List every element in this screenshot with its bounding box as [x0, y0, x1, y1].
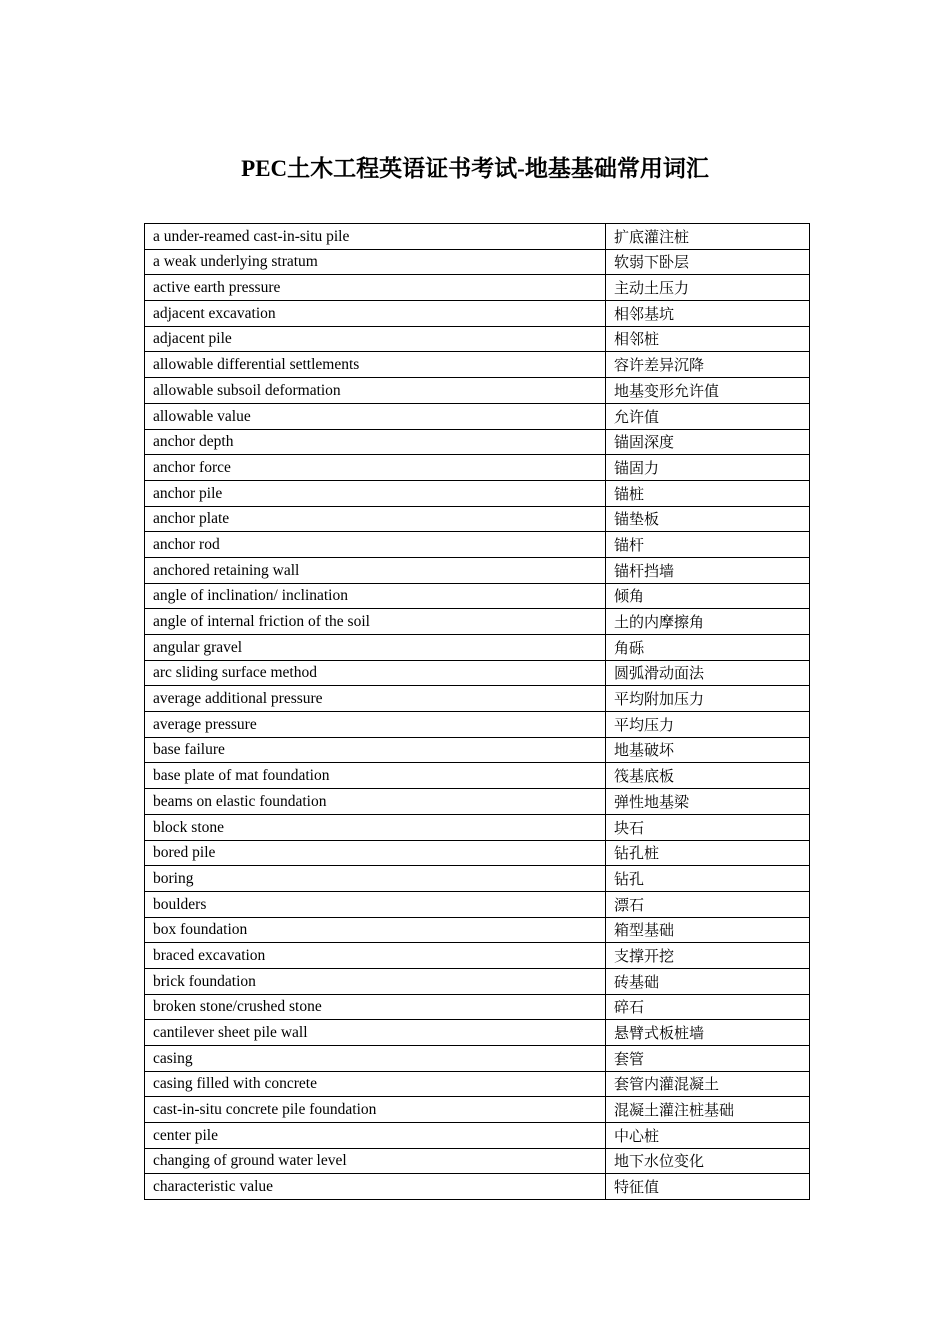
term-english: base failure [145, 737, 606, 763]
table-row [145, 532, 810, 558]
term-english: a weak underlying stratum [145, 249, 606, 275]
term-chinese: 倾角 [606, 583, 810, 609]
table-row [145, 686, 810, 712]
table-row [145, 968, 810, 994]
table-row [145, 660, 810, 686]
term-english: casing filled with concrete [145, 1071, 606, 1097]
term-chinese: 块石 [606, 814, 810, 840]
table-row [145, 326, 810, 352]
term-english: casing [145, 1046, 606, 1072]
term-english: average additional pressure [145, 686, 606, 712]
term-english: allowable differential settlements [145, 352, 606, 378]
table-row [145, 712, 810, 738]
term-chinese: 漂石 [606, 891, 810, 917]
term-english: angular gravel [145, 635, 606, 661]
term-english: box foundation [145, 917, 606, 943]
term-chinese: 箱型基础 [606, 917, 810, 943]
term-english: adjacent pile [145, 326, 606, 352]
table-row [145, 506, 810, 532]
term-english: angle of internal friction of the soil [145, 609, 606, 635]
table-row [145, 480, 810, 506]
table-row [145, 583, 810, 609]
table-row [145, 224, 810, 250]
term-chinese: 主动土压力 [606, 275, 810, 301]
table-row [145, 609, 810, 635]
table-row [145, 1148, 810, 1174]
term-english: boring [145, 866, 606, 892]
table-row [145, 635, 810, 661]
table-row [145, 1020, 810, 1046]
term-chinese: 中心桩 [606, 1123, 810, 1149]
table-row [145, 1123, 810, 1149]
term-english: brick foundation [145, 968, 606, 994]
term-chinese: 悬臂式板桩墙 [606, 1020, 810, 1046]
table-row [145, 1097, 810, 1123]
term-english: average pressure [145, 712, 606, 738]
term-english: beams on elastic foundation [145, 789, 606, 815]
term-english: adjacent excavation [145, 301, 606, 327]
table-row [145, 352, 810, 378]
term-chinese: 角砾 [606, 635, 810, 661]
term-english: braced excavation [145, 943, 606, 969]
term-chinese: 碎石 [606, 994, 810, 1020]
table-row [145, 429, 810, 455]
term-english: anchor rod [145, 532, 606, 558]
term-english: changing of ground water level [145, 1148, 606, 1174]
table-row [145, 943, 810, 969]
term-chinese: 允许值 [606, 403, 810, 429]
term-chinese: 扩底灌注桩 [606, 224, 810, 250]
table-row [145, 1046, 810, 1072]
term-chinese: 钻孔桩 [606, 840, 810, 866]
term-english: anchored retaining wall [145, 557, 606, 583]
term-english: cantilever sheet pile wall [145, 1020, 606, 1046]
term-english: allowable value [145, 403, 606, 429]
term-chinese: 筏基底板 [606, 763, 810, 789]
table-row [145, 1071, 810, 1097]
table-row [145, 763, 810, 789]
term-chinese: 特征值 [606, 1174, 810, 1200]
page-title: PEC土木工程英语证书考试-地基基础常用词汇 [241, 156, 709, 181]
term-chinese: 套管 [606, 1046, 810, 1072]
term-english: boulders [145, 891, 606, 917]
glossary-table-body [145, 224, 810, 1200]
term-chinese: 地基变形允许值 [606, 378, 810, 404]
term-chinese: 锚垫板 [606, 506, 810, 532]
term-chinese: 锚固深度 [606, 429, 810, 455]
term-chinese: 锚固力 [606, 455, 810, 481]
term-chinese: 支撑开挖 [606, 943, 810, 969]
table-row [145, 455, 810, 481]
term-english: arc sliding surface method [145, 660, 606, 686]
term-chinese: 容许差异沉降 [606, 352, 810, 378]
term-chinese: 砖基础 [606, 968, 810, 994]
term-chinese: 地下水位变化 [606, 1148, 810, 1174]
table-row [145, 737, 810, 763]
term-english: a under-reamed cast-in-situ pile [145, 224, 606, 250]
term-chinese: 相邻基坑 [606, 301, 810, 327]
term-english: anchor pile [145, 480, 606, 506]
term-chinese: 土的内摩擦角 [606, 609, 810, 635]
term-chinese: 圆弧滑动面法 [606, 660, 810, 686]
term-english: anchor plate [145, 506, 606, 532]
table-row [145, 789, 810, 815]
term-chinese: 地基破坏 [606, 737, 810, 763]
table-row [145, 557, 810, 583]
term-chinese: 平均附加压力 [606, 686, 810, 712]
term-english: allowable subsoil deformation [145, 378, 606, 404]
table-row [145, 917, 810, 943]
term-chinese: 软弱下卧层 [606, 249, 810, 275]
glossary-table [144, 223, 810, 1200]
table-row [145, 891, 810, 917]
term-english: base plate of mat foundation [145, 763, 606, 789]
term-chinese: 平均压力 [606, 712, 810, 738]
term-english: anchor force [145, 455, 606, 481]
term-chinese: 锚桩 [606, 480, 810, 506]
table-row [145, 994, 810, 1020]
table-row [145, 814, 810, 840]
term-english: anchor depth [145, 429, 606, 455]
table-row [145, 403, 810, 429]
term-chinese: 相邻桩 [606, 326, 810, 352]
term-english: active earth pressure [145, 275, 606, 301]
table-row [145, 840, 810, 866]
term-chinese: 套管内灌混凝土 [606, 1071, 810, 1097]
term-english: characteristic value [145, 1174, 606, 1200]
term-english: broken stone/crushed stone [145, 994, 606, 1020]
term-english: cast-in-situ concrete pile foundation [145, 1097, 606, 1123]
table-row [145, 249, 810, 275]
term-chinese: 钻孔 [606, 866, 810, 892]
term-english: bored pile [145, 840, 606, 866]
table-row [145, 1174, 810, 1200]
term-english: center pile [145, 1123, 606, 1149]
term-chinese: 锚杆挡墙 [606, 557, 810, 583]
table-row [145, 301, 810, 327]
table-row [145, 275, 810, 301]
term-chinese: 混凝土灌注桩基础 [606, 1097, 810, 1123]
term-english: block stone [145, 814, 606, 840]
term-english: angle of inclination/ inclination [145, 583, 606, 609]
table-row [145, 378, 810, 404]
table-row [145, 866, 810, 892]
term-chinese: 锚杆 [606, 532, 810, 558]
term-chinese: 弹性地基梁 [606, 789, 810, 815]
